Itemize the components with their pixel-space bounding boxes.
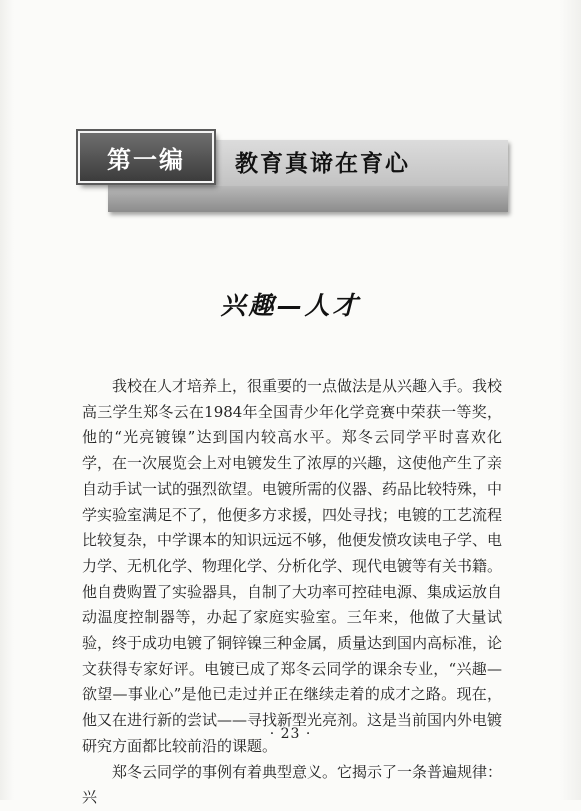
section-label: 第一编 [107, 144, 185, 174]
section-label-tab [78, 131, 214, 183]
section-title: 教育真谛在育心 [235, 150, 410, 177]
page-number: · 23 · [269, 726, 312, 742]
section-banner [78, 131, 510, 215]
paragraph: 郑冬云同学的事例有着典型意义。它揭示了一条普遍规律：兴 [82, 762, 503, 807]
paragraph: 我校在人才培养上，很重要的一点做法是从兴趣入手。我校高三学生郑冬云在1984年全国青少年化学竞赛中荣获一等奖，他的“光亮镀镍”达到国内较高水平。郑冬云同学平时喜欢化学，在一次展览会上对电镀发生了浓厚的兴趣，这使他产生了亲自动手试一试的强烈欲望。电镀所需的仪器、药品比较特殊，中学实验室满足不了，他便多方求援，四处寻找；电镀的工艺流程比较复杂，中学课本的知识远远不够，他便发愤攻读电子学、电力学、无机化学、物理化学、分析化学、现代电镀等有关书籍。他自费购置了实验器具，自制了大功率可控硅电源、集成运放自动温度控制器等，办起了家庭实验室。三年来，他做了大量试验，终于成功电镀了铜锌镍三种金属，质量达到国内高标准，论文获得专家好评。电镀已成了郑冬云同学的课余专业，“兴趣—欲望—事业心”是他已走过并正在继续走着的成才之路。现在，他又在进行新的尝试——寻找新型光亮剂。这是当前国内外电镀研究方面都比较前沿的课题。 [82, 377, 503, 755]
article-title: 兴趣—人才 [220, 291, 361, 320]
article-body [82, 374, 502, 811]
